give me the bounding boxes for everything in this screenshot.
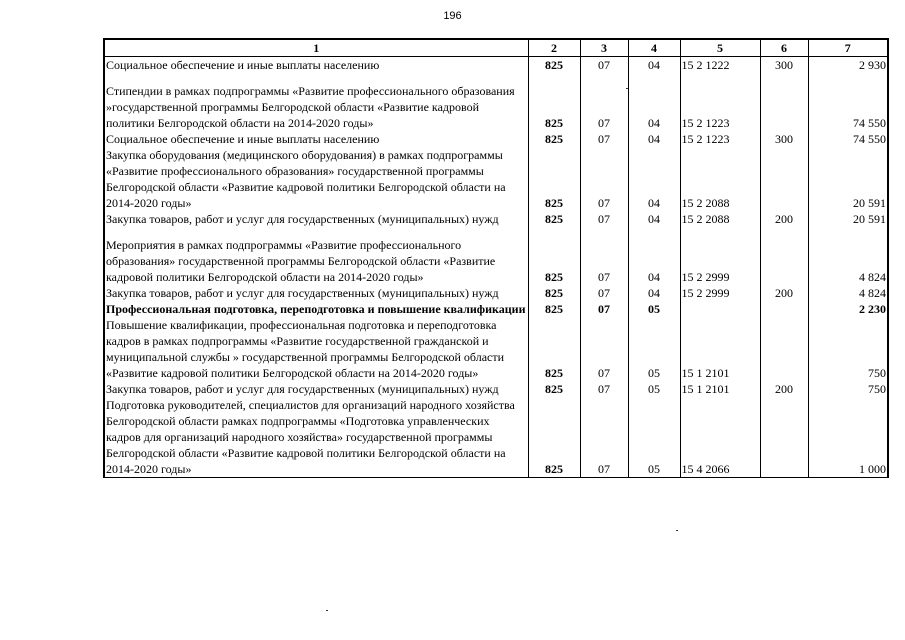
row-code-6: 200 bbox=[760, 285, 808, 301]
row-code-2: 825 bbox=[528, 397, 580, 478]
row-description: Стипендии в рамках подпрограммы «Развитие профессионального образования »государственной программы Белгородской области «Развитие кадровой политики Белгородской области на 2014-2020 годы» bbox=[104, 83, 528, 131]
row-code-6: 200 bbox=[760, 381, 808, 397]
row-code-4: 04 bbox=[628, 147, 680, 211]
row-code-2: 825 bbox=[528, 301, 580, 317]
row-description: Мероприятия в рамках подпрограммы «Развитие профессионального образования» государственной программы Белгородской области «Развитие кадровой политики Белгородской области на 2014-2020 годы» bbox=[104, 237, 528, 285]
header-row bbox=[104, 39, 888, 57]
row-code-4: 04 bbox=[628, 83, 680, 131]
scan-speck bbox=[626, 88, 628, 89]
row-description: Подготовка руководителей, специалистов для организаций народного хозяйства Белгородской области рамках подпрограммы «Подготовка управленческих кадров для организаций народного хозяйства» государственной программы Белгородской области «Развитие кадровой политики Белгородской области на 2014-2020 годы» bbox=[104, 397, 528, 478]
row-code-5: 15 2 2088 bbox=[680, 211, 760, 227]
table-row bbox=[104, 131, 888, 147]
row-amount: 2 930 bbox=[808, 57, 888, 74]
row-code-6: 300 bbox=[760, 57, 808, 74]
row-description: Социальное обеспечение и иные выплаты населению bbox=[104, 131, 528, 147]
column-header: 6 bbox=[760, 39, 808, 57]
row-code-6 bbox=[760, 147, 808, 211]
row-code-2: 825 bbox=[528, 83, 580, 131]
table-row bbox=[104, 237, 888, 285]
spacer-cell bbox=[680, 227, 760, 237]
column-header: 4 bbox=[628, 39, 680, 57]
row-code-5: 15 4 2066 bbox=[680, 397, 760, 478]
row-code-6: 200 bbox=[760, 211, 808, 227]
table-row bbox=[104, 83, 888, 131]
row-code-4: 04 bbox=[628, 57, 680, 74]
row-code-5: 15 2 1223 bbox=[680, 83, 760, 131]
spacer-cell bbox=[680, 73, 760, 83]
row-code-5: 15 2 1222 bbox=[680, 57, 760, 74]
scan-speck bbox=[676, 530, 678, 531]
spacer-cell bbox=[528, 227, 580, 237]
row-amount: 74 550 bbox=[808, 131, 888, 147]
spacer-cell bbox=[104, 227, 528, 237]
spacer-cell bbox=[808, 73, 888, 83]
column-header: 3 bbox=[580, 39, 628, 57]
row-amount: 74 550 bbox=[808, 83, 888, 131]
row-code-3: 07 bbox=[580, 317, 628, 381]
table-row bbox=[104, 317, 888, 381]
table-row bbox=[104, 301, 888, 317]
row-code-3: 07 bbox=[580, 285, 628, 301]
row-code-2: 825 bbox=[528, 381, 580, 397]
row-code-5: 15 2 1223 bbox=[680, 131, 760, 147]
column-header: 1 bbox=[104, 39, 528, 57]
row-code-4: 05 bbox=[628, 317, 680, 381]
row-description: Профессиональная подготовка, переподготовка и повышение квалификации bbox=[104, 301, 528, 317]
spacer-cell bbox=[808, 227, 888, 237]
row-code-4: 05 bbox=[628, 397, 680, 478]
spacer-cell bbox=[580, 227, 628, 237]
table-row bbox=[104, 381, 888, 397]
table-row bbox=[104, 57, 888, 74]
row-code-5: 15 2 2088 bbox=[680, 147, 760, 211]
spacer-cell bbox=[760, 227, 808, 237]
spacer-cell bbox=[580, 73, 628, 83]
row-amount: 20 591 bbox=[808, 211, 888, 227]
row-amount: 1 000 bbox=[808, 397, 888, 478]
row-amount: 750 bbox=[808, 381, 888, 397]
row-code-3: 07 bbox=[580, 211, 628, 227]
row-code-2: 825 bbox=[528, 237, 580, 285]
scan-speck bbox=[326, 610, 328, 611]
row-code-2: 825 bbox=[528, 317, 580, 381]
row-code-6 bbox=[760, 301, 808, 317]
row-code-6 bbox=[760, 317, 808, 381]
row-code-2: 825 bbox=[528, 147, 580, 211]
row-code-2: 825 bbox=[528, 285, 580, 301]
row-code-3: 07 bbox=[580, 381, 628, 397]
row-amount: 20 591 bbox=[808, 147, 888, 211]
row-code-5: 15 2 2999 bbox=[680, 237, 760, 285]
row-code-2: 825 bbox=[528, 57, 580, 74]
row-code-5 bbox=[680, 301, 760, 317]
row-code-5: 15 1 2101 bbox=[680, 381, 760, 397]
column-header: 5 bbox=[680, 39, 760, 57]
budget-table bbox=[103, 38, 889, 478]
row-description: Повышение квалификации, профессиональная подготовка и переподготовка кадров в рамках подпрограммы «Развитие государственной гражданской и муниципальной службы » государственной программы Белгородской области «Развитие кадровой политики Белгородской области на 2014-2020 годы» bbox=[104, 317, 528, 381]
row-code-3: 07 bbox=[580, 57, 628, 74]
row-code-3: 07 bbox=[580, 301, 628, 317]
row-code-4: 04 bbox=[628, 131, 680, 147]
row-code-4: 04 bbox=[628, 237, 680, 285]
row-code-6 bbox=[760, 237, 808, 285]
row-amount: 2 230 bbox=[808, 301, 888, 317]
row-code-4: 04 bbox=[628, 211, 680, 227]
column-header: 7 bbox=[808, 39, 888, 57]
spacer-cell bbox=[628, 73, 680, 83]
row-amount: 750 bbox=[808, 317, 888, 381]
table-row bbox=[104, 211, 888, 227]
row-code-5: 15 1 2101 bbox=[680, 317, 760, 381]
spacer-cell bbox=[528, 73, 580, 83]
row-code-6 bbox=[760, 83, 808, 131]
row-code-6 bbox=[760, 397, 808, 478]
row-amount: 4 824 bbox=[808, 285, 888, 301]
row-code-3: 07 bbox=[580, 147, 628, 211]
row-description: Закупка товаров, работ и услуг для государственных (муниципальных) нужд bbox=[104, 211, 528, 227]
row-code-5: 15 2 2999 bbox=[680, 285, 760, 301]
row-code-2: 825 bbox=[528, 131, 580, 147]
row-code-6: 300 bbox=[760, 131, 808, 147]
row-spacer bbox=[104, 73, 888, 83]
row-description: Закупка оборудования (медицинского оборудования) в рамках подпрограммы «Развитие профессионального образования» государственной программы Белгородской области «Развитие кадровой политики Белгородской области на 2014-2020 годы» bbox=[104, 147, 528, 211]
row-description: Социальное обеспечение и иные выплаты населению bbox=[104, 57, 528, 74]
table-row bbox=[104, 397, 888, 478]
table-row bbox=[104, 147, 888, 211]
row-description: Закупка товаров, работ и услуг для государственных (муниципальных) нужд bbox=[104, 381, 528, 397]
spacer-cell bbox=[760, 73, 808, 83]
table-row bbox=[104, 285, 888, 301]
row-code-3: 07 bbox=[580, 237, 628, 285]
row-code-3: 07 bbox=[580, 131, 628, 147]
row-code-4: 04 bbox=[628, 285, 680, 301]
row-code-3: 07 bbox=[580, 83, 628, 131]
column-header: 2 bbox=[528, 39, 580, 57]
row-code-2: 825 bbox=[528, 211, 580, 227]
page-number: 196 bbox=[443, 10, 462, 22]
row-code-4: 05 bbox=[628, 301, 680, 317]
row-code-3: 07 bbox=[580, 397, 628, 478]
spacer-cell bbox=[104, 73, 528, 83]
spacer-cell bbox=[628, 227, 680, 237]
row-spacer bbox=[104, 227, 888, 237]
row-amount: 4 824 bbox=[808, 237, 888, 285]
row-code-4: 05 bbox=[628, 381, 680, 397]
row-description: Закупка товаров, работ и услуг для государственных (муниципальных) нужд bbox=[104, 285, 528, 301]
